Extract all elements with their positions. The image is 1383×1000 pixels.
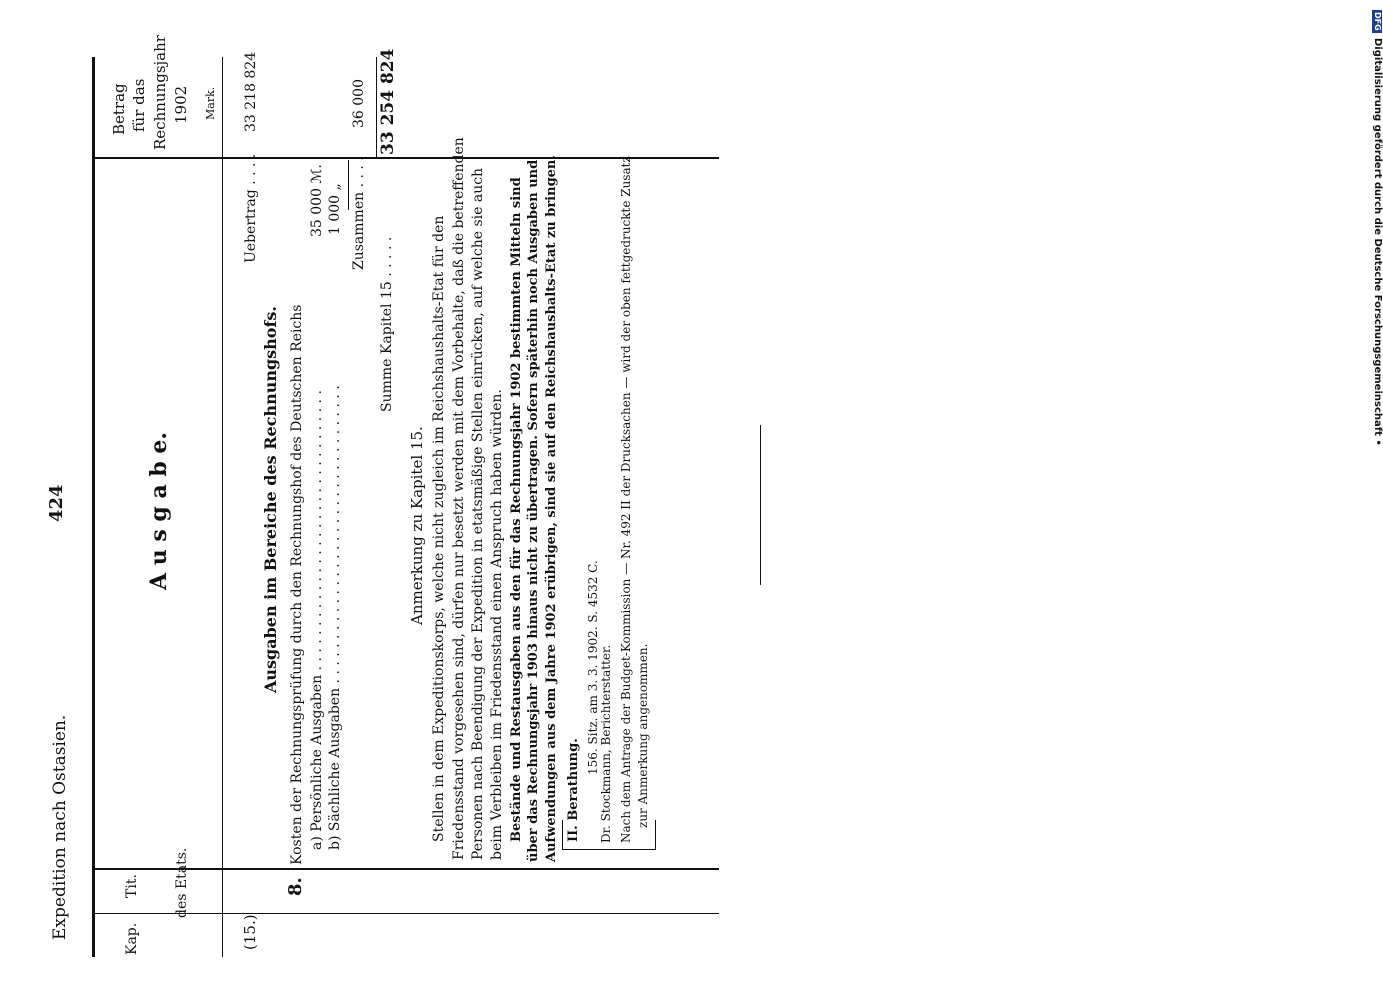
header-des-etats: des Etats. bbox=[174, 847, 190, 918]
page-number: 424 bbox=[46, 484, 67, 522]
zusammen-amount: 36 000 bbox=[351, 79, 367, 128]
beratung-antrag-2: zur Anmerkung angenommen. bbox=[636, 643, 650, 828]
summe-amount: 33 254 824 bbox=[378, 48, 398, 155]
header-tit: Tit. bbox=[124, 874, 140, 898]
beratung-antrag-1: Nach dem Antrage der Budget-Kommission — Nr. 492 II der Drucksachen — wird der oben fettgedruckte Zusatz bbox=[619, 156, 633, 843]
header-betrag-1: Betrag bbox=[110, 83, 128, 135]
item-a-amount: 35 000 ℳ. bbox=[309, 164, 325, 237]
header-bottom-rule bbox=[222, 57, 223, 957]
beratung-box-left bbox=[562, 820, 563, 850]
zusammen-label: Zusammen . . . . bbox=[351, 156, 367, 270]
beratung-berichterstatter: Dr. Stockmann, Berichterstatter. bbox=[599, 644, 613, 843]
bold-note-line: Bestände und Restausgaben aus den für das Rechnungsjahr 1902 bestimmten Mitteln sind bbox=[509, 177, 524, 842]
center-divider bbox=[760, 425, 761, 585]
zusammen-rule bbox=[348, 160, 349, 210]
header-kap-tit-divider bbox=[92, 913, 167, 914]
anmerkung-line: beim Verbleiben im Friedensstand einen Anspruch haben würden. bbox=[489, 389, 505, 860]
item-main: Kosten der Rechnungsprüfung durch den Rechnungshof des Deutschen Reichs bbox=[289, 304, 305, 865]
uebertrag-label: Uebertrag . . . . bbox=[243, 153, 259, 263]
beratung-box-right bbox=[655, 820, 656, 850]
table-top-border bbox=[92, 57, 95, 957]
main-title: A u s g a b e. bbox=[146, 431, 172, 590]
tit-number: 8. bbox=[285, 877, 306, 896]
item-b-label: b) Sächliche Ausgaben . . . . . . . . . . . . . . . . . . . . . . . . . . . . . . . . . . bbox=[327, 385, 343, 850]
anmerkung-line: Friedensstand vorgesehen sind, dürfen nur besetzt werden mit dem Vorbehalte, daß die betreffenden bbox=[451, 137, 467, 860]
anmerkung-title: Anmerkung zu Kapitel 15. bbox=[408, 426, 426, 625]
header-betrag-2: für das bbox=[130, 78, 148, 132]
anmerkung-line: Stellen in dem Expeditionskorps, welche nicht zugleich im Reichshaushalts-Etat für den bbox=[431, 215, 447, 842]
section-heading: Ausgaben im Bereiche des Rechnungshofs. bbox=[261, 306, 280, 693]
item-a-label: a) Persönliche Ausgaben . . . . . . . . . . . . . . . . . . . . . . . . . . . . . . . . bbox=[309, 390, 325, 850]
digitization-note: Digitalisierung gefördert durch die Deutsche Forschungsgemeinschaft • bbox=[1372, 38, 1383, 446]
bold-note-line: über das Rechnungsjahr 1903 hinaus nicht zu übertragen. Sofern späterhin noch Ausgaben und bbox=[526, 159, 541, 862]
amount-sum-rule bbox=[376, 57, 377, 157]
beratung-sitzung: 156. Sitz. am 3. 3. 1902. S. 4532 C. bbox=[586, 560, 600, 775]
dfg-logo: DFG bbox=[1373, 12, 1382, 31]
summe-label: Summe Kapitel 15 . . . . . bbox=[379, 236, 395, 412]
header-mark: Mark. bbox=[204, 86, 217, 120]
header-betrag-3: Rechnungsjahr bbox=[151, 35, 169, 150]
header-kap: Kap. bbox=[124, 922, 140, 955]
running-head: Expedition nach Ostasien. bbox=[50, 714, 70, 940]
beratung-box-bottom bbox=[562, 849, 655, 850]
beratung-heading: II. Berathung. bbox=[566, 738, 581, 842]
kap-number: (15.) bbox=[241, 914, 259, 950]
uebertrag-amount: 33 218 824 bbox=[243, 51, 259, 132]
bold-note-line: Aufwendungen aus dem Jahre 1902 erübrigen, sind sie auf den Reichshaushalts-Etat zu bringen. bbox=[544, 155, 559, 862]
header-betrag-year: 1902 bbox=[172, 85, 190, 124]
anmerkung-line: Personen nach Beendigung der Expedition in etatsmäßige Stellen einrücken, auf welche sie auch bbox=[470, 167, 486, 860]
item-b-amount: 1 000 „ bbox=[327, 183, 343, 235]
